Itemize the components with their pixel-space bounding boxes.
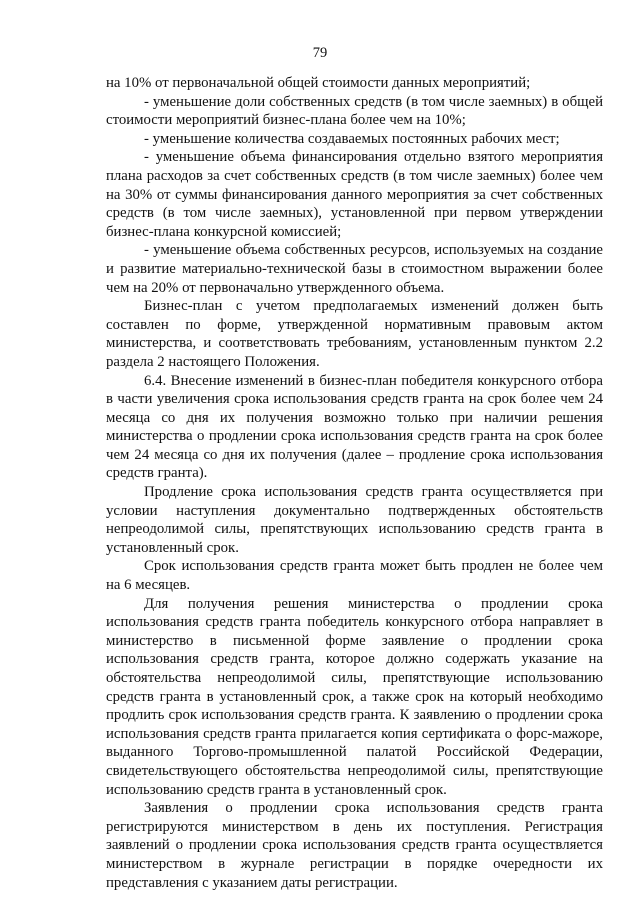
paragraph-section-6-4: 6.4. Внесение изменений в бизнес-план победителя конкурсного отбора в части увеличения срока использования средств гранта на срок более чем 24 месяца со дня их получения возможно только при наличии решения министерства о продлении срока использования средств гранта на срок более чем 24 месяца со дня их получения (далее – продление срока использования средств гранта). (106, 372, 603, 482)
paragraph-continuation: на 10% от первоначальной общей стоимости данных мероприятий; (106, 75, 531, 91)
list-item-own-resources: - уменьшение объема собственных ресурсов, используемых на создание и развитие материально-технической базы в стоимостном выражении более чем на 20% от первоначально утвержденного объема. (106, 242, 603, 296)
page-number: 79 (312, 45, 328, 61)
paragraph-business-plan-form: Бизнес-план с учетом предполагаемых изменений должен быть составлен по форме, утвержденной нормативным правовым актом министерства, и соответствовать требованиям, установленным пунктом 2.2 раздела 2 настоящего Положения. (106, 298, 603, 370)
paragraph-extension-limit: Срок использования средств гранта может быть продлен не более чем на 6 месяцев. (106, 558, 603, 594)
list-item-own-funds-share: - уменьшение доли собственных средств (в том числе заемных) в общей стоимости мероприятий бизнес-плана более чем на 10%; (106, 93, 603, 129)
paragraph-application-registration: Заявления о продлении срока использования средств гранта регистрируются министерством в день их поступления. Регистрация заявлений о продлении срока использования средств гранта осуществляется министерством в журнале регистрации в порядке очередности их представления с указанием даты регистрации. (106, 800, 603, 891)
list-item-jobs: - уменьшение количества создаваемых постоянных рабочих мест; (144, 130, 560, 147)
paragraph-extension-conditions: Продление срока использования средств гранта осуществляется при условии наступления документально подтвержденных обстоятельств непреодолимой силы, препятствующих использованию средств гранта в установленный срок. (106, 484, 603, 556)
list-item-financing-volume: - уменьшение объема финансирования отдельно взятого мероприятия плана расходов за счет собственных средств (в том числе заемных) более чем на 30% от суммы финансирования данного мероприятия за счет собственных средств (в том числе заемных), установленной при первом утверждении бизнес-плана конкурсной комиссией; (106, 149, 603, 240)
paragraph-extension-application: Для получения решения министерства о продлении срока использования средств гранта победитель конкурсного отбора направляет в министерство в письменной форме заявление о продлении срока использования средств гранта, которое должно содержать указание на обстоятельства непреодолимой силы, препятствующие использованию средств гранта в установленный срок, а также срок на который необходимо продлить срок использования средств гранта. К заявлению о продлении срока использования средств гранта прилагается копия сертификата о форс-мажоре, выданного Торгово-промышленной палатой Российской Федерации, свидетельствующего обстоятельства непреодолимой силы, препятствующие использованию средств гранта в установленный срок. (106, 595, 603, 798)
document-body (106, 74, 603, 892)
